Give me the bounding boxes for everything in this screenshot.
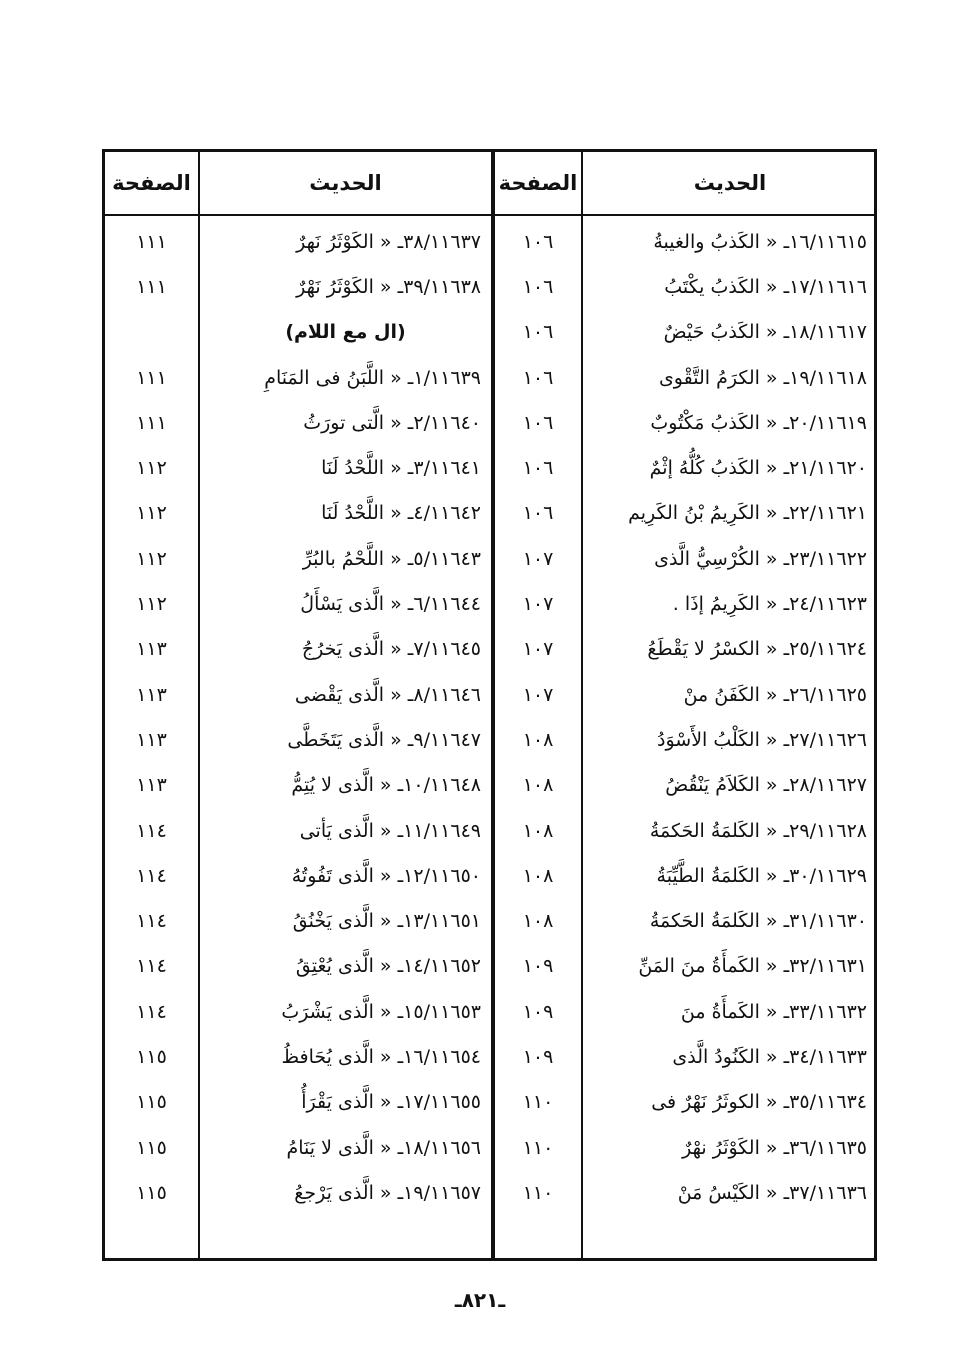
hadith-cell: ٣٨/١١٦٣٧ـ « الكَوْثَرُ نَهرٌ (296, 230, 481, 253)
hadith-cell: ٢٤/١١٦٢٣ـ « الكَرِيمُ إذَا . (672, 593, 867, 616)
hadith-cell: ٢٣/١١٦٢٢ـ « الكُرْسِيُّ الَّذى (654, 547, 867, 570)
table-row (105, 445, 874, 490)
page-cell: ١٠٨ (522, 774, 554, 797)
hadith-cell: ٢١/١١٦٢٠ـ « الكَذبُ كُلُّهُ إثْمٌ (649, 457, 867, 480)
hadith-cell: ١٩/١١٦١٨ـ « الكرَمُ التَّقْوى (658, 366, 867, 389)
page-cell: ١٠٧ (522, 547, 554, 570)
hadith-cell: ١٨/١١٦١٧ـ « الكَذبُ حَيْضٌ (663, 321, 867, 344)
page-cell: ١١١ (136, 366, 167, 389)
page-cell: ١١٠ (522, 1181, 554, 1204)
hadith-cell: ٢٢/١١٦٢١ـ « الكَرِيمُ بْنُ الكَرِيم (628, 502, 867, 525)
hadith-cell: ٣١/١١٦٣٠ـ « الكَلمَةُ الحَكمَةُ (649, 910, 867, 933)
table-row (105, 355, 874, 400)
page-cell: ١٠٦ (522, 502, 554, 525)
page-cell: ١١٥ (136, 1181, 167, 1204)
hadith-cell: ١٦/١١٦١٥ـ « الكَذبُ والغيبةُ (653, 230, 867, 253)
table-row (105, 672, 874, 717)
page-cell: ١١١ (136, 275, 167, 298)
hadith-cell: ٤/١١٦٤٢ـ « اللَّحْدُ لَنَا (321, 502, 481, 525)
hadith-cell: ٢/١١٦٤٠ـ « الَّتى تورَثُ (303, 411, 481, 434)
table-row (105, 1170, 874, 1215)
hadith-cell: ١٩/١١٦٥٧ـ « الَّذى يَرْجعُ (294, 1181, 481, 1204)
page-cell: ١١٤ (136, 864, 167, 887)
page-cell: ١٠٦ (522, 411, 554, 434)
page-cell: ١٠٨ (522, 864, 554, 887)
page-cell: ١١٠ (522, 1136, 554, 1159)
hadith-cell: ٣٣/١١٦٣٢ـ « الكَمأَةُ منَ (680, 1000, 867, 1023)
page-cell: ١١٣ (136, 638, 167, 661)
hadith-cell: ١٧/١١٦١٦ـ « الكَذبُ يكْتَبُ (664, 275, 867, 298)
hadith-cell: ٣٤/١١٦٣٣ـ « الكَنُودُ الَّذى (672, 1045, 867, 1068)
page-cell: ١١٢ (136, 547, 167, 570)
hadith-cell: ٣/١١٦٤١ـ « اللَّحْدُ لَنَا (321, 457, 481, 480)
hadith-cell: ١٨/١١٦٥٦ـ « الَّذى لا يَنَامُ (286, 1136, 481, 1159)
header-hadith-left: الحديث (309, 171, 382, 195)
table-row (105, 400, 874, 445)
page-cell: ١١٣ (136, 728, 167, 751)
table-row (105, 1125, 874, 1170)
hadith-cell: ٢٨/١١٦٢٧ـ « الكَلاَمُ يَنْقُضُ (665, 774, 867, 797)
hadith-cell: ١٠/١١٦٤٨ـ « الَّذى لا يُتِمُّ (291, 774, 481, 797)
page-cell: ١١١ (136, 411, 167, 434)
page-cell: ١٠٨ (522, 819, 554, 842)
hadith-cell: ٧/١١٦٤٥ـ « الَّذى يَخرُجُ (301, 638, 481, 661)
table-row (105, 627, 874, 672)
page-cell: ١٠٦ (522, 230, 554, 253)
table-row (105, 310, 874, 355)
hadith-cell: ١٧/١١٦٥٥ـ « الَّذى يَقْرَأُ (301, 1091, 481, 1114)
page-cell: ١١٢ (136, 502, 167, 525)
page-cell: ١٠٩ (522, 955, 554, 978)
table-row (105, 264, 874, 309)
header-page-left: الصفحة (112, 171, 191, 195)
page-cell: ١١٣ (136, 683, 167, 706)
table-row (105, 581, 874, 626)
table-body (105, 219, 874, 1216)
hadith-cell: ٥/١١٦٤٣ـ « اللَّحْمُ بالبُرِّ (302, 547, 481, 570)
table-row (105, 989, 874, 1034)
table-row (105, 1080, 874, 1125)
hadith-cell: ٣٥/١١٦٣٤ـ « الكوثَرُ نَهْرٌ فى (651, 1091, 867, 1114)
page-cell: ١١١ (136, 230, 167, 253)
page-cell: ١١٥ (136, 1045, 167, 1068)
page-cell: ١١٠ (522, 1091, 554, 1114)
page-cell: ١٠٨ (522, 910, 554, 933)
hadith-cell: ٢٥/١١٦٢٤ـ « الكسْرُ لا يَقْطَعُ (647, 638, 867, 661)
page-cell: ١١٥ (136, 1136, 167, 1159)
header-page-right: الصفحة (498, 171, 578, 195)
hadith-cell: ١١/١١٦٤٩ـ « الَّذى يَأتى (299, 819, 481, 842)
page-cell: ١٠٩ (522, 1000, 554, 1023)
header-hadith-right: الحديث (693, 171, 767, 195)
table-row (105, 1034, 874, 1079)
hadith-cell: ٣٩/١١٦٣٨ـ « الكَوْثَرُ نَهْرٌ (296, 275, 481, 298)
hadith-cell: ٣٢/١١٦٣١ـ « الكَمأَةُ منَ المَنِّ (638, 955, 867, 978)
table-row (105, 536, 874, 581)
hadith-cell: ٩/١١٦٤٧ـ « الَّذى يَتَخَطَّى (287, 728, 481, 751)
page-cell: ١١٤ (136, 819, 167, 842)
page-cell: ١٠٧ (522, 683, 554, 706)
page-cell: ١١٤ (136, 1000, 167, 1023)
hadith-cell: ٣٦/١١٦٣٥ـ « الكَوْثَرُ نهْرٌ (682, 1136, 867, 1159)
table-row (105, 853, 874, 898)
hadith-cell: ٨/١١٦٤٦ـ « الَّذى يَقْضى (294, 683, 481, 706)
page-cell (105, 310, 198, 355)
header-divider (105, 214, 874, 216)
page-cell: ١٠٦ (522, 275, 554, 298)
hadith-cell: ١/١١٦٣٩ـ « اللَّبَنُ فى المَنَامِ (264, 366, 481, 389)
table-row (105, 717, 874, 762)
page-cell: ١١٥ (136, 1091, 167, 1114)
hadith-cell: ٣٧/١١٦٣٦ـ « الكَيْسُ مَنْ (677, 1181, 867, 1204)
hadith-cell: ٣٠/١١٦٢٩ـ « الكَلمَةُ الطَّيِّبَةُ (656, 864, 867, 887)
hadith-cell: ٢٠/١١٦١٩ـ « الكَذبُ مَكْتُوبٌ (650, 411, 867, 434)
section-heading: (ال مع اللام) (285, 321, 406, 344)
page-cell: ١٠٦ (522, 366, 554, 389)
table-row (105, 898, 874, 943)
page-cell: ١٠٨ (522, 728, 554, 751)
page-number: ـ٨٢١ـ (454, 1288, 506, 1312)
hadith-cell: ٦/١١٦٤٤ـ « الَّذى يَسْأَلُ (300, 593, 481, 616)
page-cell: ١١٣ (136, 774, 167, 797)
index-table (102, 149, 877, 1261)
page-cell: ١١٢ (136, 593, 167, 616)
page-cell: ١٠٧ (522, 593, 554, 616)
page-cell: ١٠٧ (522, 638, 554, 661)
page-cell: ١٠٩ (522, 1045, 554, 1068)
page-cell: ١٠٦ (522, 321, 554, 344)
hadith-cell: ١٢/١١٦٥٠ـ « الَّذى تَفُوتُهُ (291, 864, 481, 887)
table-row (105, 491, 874, 536)
hadith-cell: ٢٩/١١٦٢٨ـ « الكَلمَةُ الحَكمَةُ (649, 819, 867, 842)
page-cell: ١١٤ (136, 910, 167, 933)
page-cell: ١١٤ (136, 955, 167, 978)
hadith-cell: ٢٧/١١٦٢٦ـ « الكَلْبُ الأَسْوَدُ (657, 728, 867, 751)
table-row (105, 219, 874, 264)
page-cell: ١٠٦ (522, 457, 554, 480)
hadith-cell: ١٣/١١٦٥١ـ « الَّذى يَخْنُقُ (292, 910, 481, 933)
hadith-cell: ١٦/١١٦٥٤ـ « الَّذى يُحَافظُ (281, 1045, 481, 1068)
page-cell: ١١٢ (136, 457, 167, 480)
hadith-cell: ٢٦/١١٦٢٥ـ « الكَفَنُ منْ (683, 683, 867, 706)
table-row (105, 808, 874, 853)
hadith-cell: ١٤/١١٦٥٢ـ « الَّذى يُعْتِقُ (295, 955, 481, 978)
table-row (105, 944, 874, 989)
table-row (105, 763, 874, 808)
hadith-cell: ١٥/١١٦٥٣ـ « الَّذى يَشْرَبُ (281, 1000, 481, 1023)
